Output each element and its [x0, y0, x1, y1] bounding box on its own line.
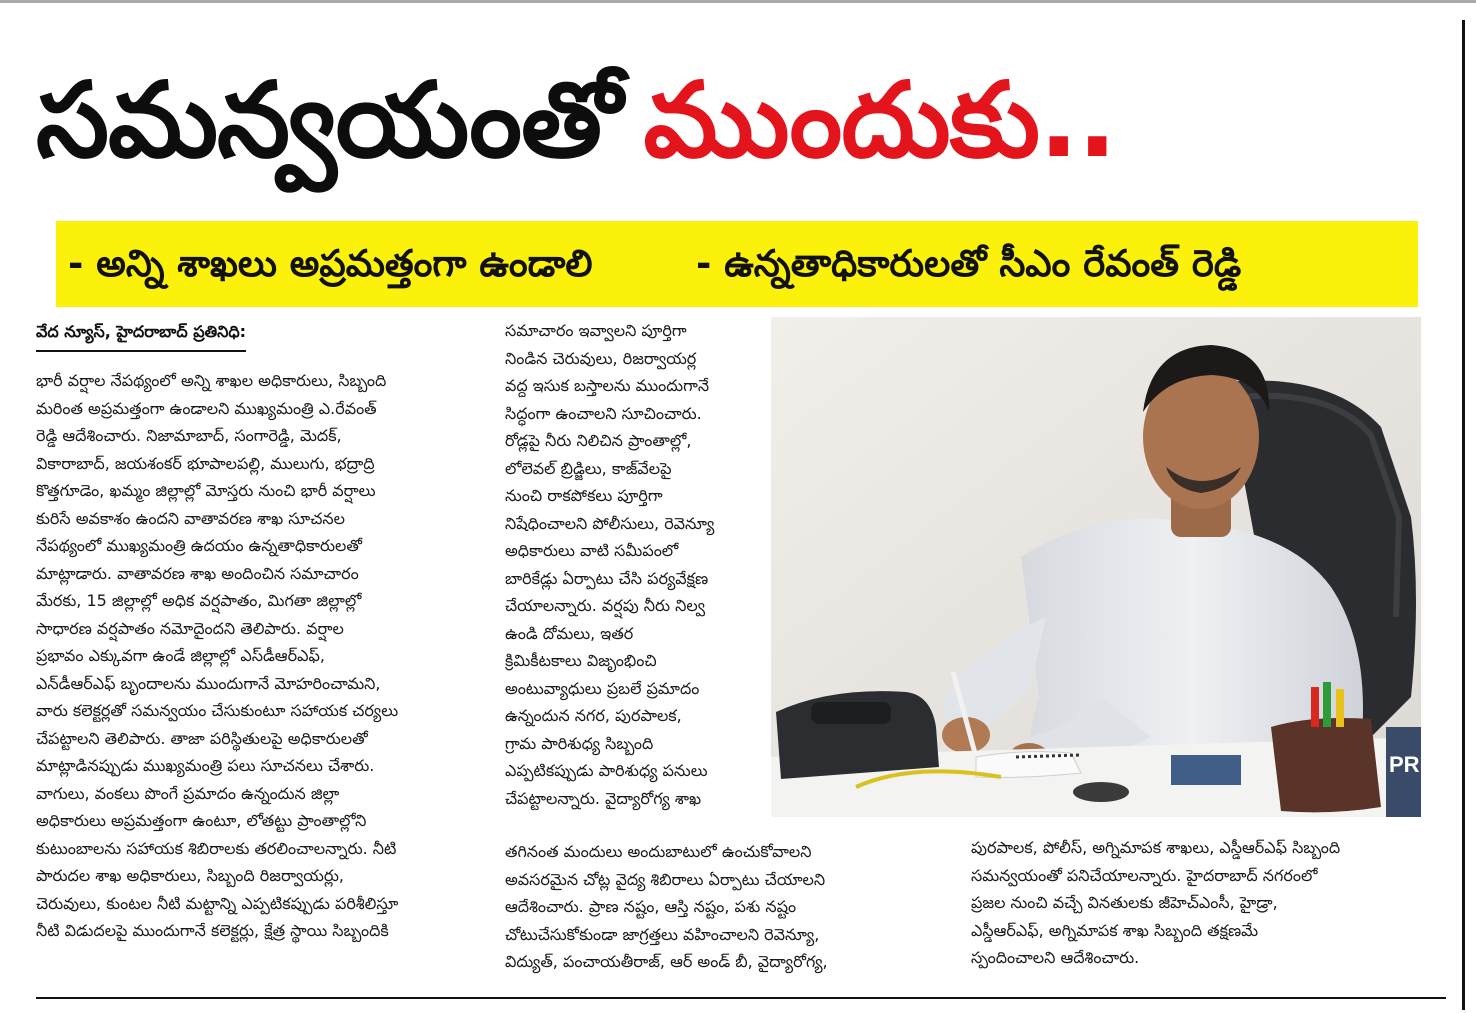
text-line: కుటుంబాలను సహాయక శిబిరాలకు తరలించాలన్నారు. నీటి	[36, 838, 397, 858]
text-line: ఆదేశించారు. ప్రాణ నష్టం, ఆస్తి నష్టం, పశు నష్టం	[505, 897, 797, 916]
dateline: వేద న్యూస్, హైదరాబాద్ ప్రతినిధి:	[36, 322, 246, 352]
article-column-3	[505, 838, 925, 978]
text-line: నుంచి రాకపోకలు పూర్తిగా	[505, 486, 663, 505]
text-line: స్పందించాలని ఆదేశించారు.	[971, 948, 1140, 967]
text-line: నేపథ్యంలో ముఖ్యమంత్రి ఉదయం ఉన్నతాధికారులతో	[36, 536, 362, 555]
column-divider-rule	[1462, 20, 1465, 1010]
text-line: అంటువ్యాధులు ప్రబలే ప్రమాదం	[505, 678, 700, 698]
text-line: అధికారులు అప్రమత్తంగా ఉంటూ, లోతట్టు ప్రాంతాల్లోని	[36, 811, 367, 830]
text-line: ప్రభావం ఎక్కువగా ఉండే జిల్లాల్లో ఎస్‌డీఆర్‌ఎఫ్,	[36, 646, 325, 665]
text-line: వాగులు, వంకలు పొంగే ప్రమాదం ఉన్నందున జిల్లా	[36, 783, 340, 803]
text-line: ఎప్పటికప్పుడు పారిశుధ్య పనులు	[505, 761, 708, 780]
text-line: ఉన్నందున నగర, పురపాలక,	[505, 706, 682, 725]
text-line: మరింత అప్రమత్తంగా ఉండాలని ముఖ్యమంత్రి ఎ.రేవంత్	[36, 398, 377, 418]
text-line: మేరకు, 15 జిల్లాల్లో అధిక వర్షపాతం, మిగతా జిల్లాల్లో	[36, 591, 362, 610]
text-line: అధికారులు వాటి సమీపంలో	[505, 541, 679, 560]
text-line: గ్రామ పారిశుధ్య సిబ్బంది	[505, 733, 654, 753]
text-line: తగినంత మందులు అందుబాటులో ఉంచుకోవాలని	[505, 842, 812, 861]
pen-holder	[1271, 718, 1381, 812]
subheadline-right: - ఉన్నతాధికారులతో సీఎం రేవంత్ రెడ్డి	[696, 242, 1242, 285]
text-line: క్రిమికీటకాలు విజృంభించి	[505, 651, 657, 670]
text-line: పారుదల శాఖ అధికారులు, సిబ్బంది రిజర్వాయర్లు,	[36, 866, 344, 885]
article-column-1	[36, 367, 486, 977]
bottom-rule	[36, 997, 1446, 999]
text-line: మాట్లాడారు. వాతావరణ శాఖ అందించిన సమాచారం	[36, 563, 359, 583]
text-line: సిద్ధంగా ఉంచాలని సూచించారు.	[505, 403, 702, 423]
text-line: విద్యుత్, పంచాయతీరాజ్, ఆర్ అండ్ బీ, వైద్యారోగ్య,	[505, 952, 828, 971]
article-column-2	[505, 317, 767, 861]
sign-board-text: PRE	[1389, 752, 1435, 777]
article-column-4	[971, 834, 1441, 974]
text-line: పురపాలక, పోలీస్, అగ్నిమాపక శాఖలు, ఎస్డీఆర్ఎఫ్ సిబ్బంది	[971, 838, 1341, 857]
text-line: భారీ వర్షాల నేపథ్యంలో అన్ని శాఖల అధికారులు, సిబ్బంది	[36, 371, 387, 390]
subheadline-bar	[56, 221, 1418, 307]
text-line: వికారాబాద్, జయశంకర్ భూపాలపల్లి, ములుగు, భద్రాద్రి	[36, 453, 375, 473]
text-line: సమాచారం ఇవ్వాలని పూర్తిగా	[505, 321, 687, 340]
text-line: నిండిన చెరువులు, రిజర్వాయర్ల	[505, 348, 697, 368]
top-rule	[0, 0, 1476, 3]
text-line: వారు కలెక్టర్లతో సమన్వయం చేసుకుంటూ సహాయక చర్యలు	[36, 701, 399, 720]
text-line: సాధారణ వర్షపాతం నమోదైందని తెలిపారు. వర్షాల	[36, 618, 344, 638]
text-line: ఎస్డీఆర్ఎఫ్, అగ్నిమాపక శాఖ సిబ్బంది తక్షణమే	[971, 920, 1259, 940]
text-line: చెరువులు, కుంటల నీటి మట్టాన్ని ఎప్పటికప్పుడు పరిశీలిస్తూ	[36, 893, 399, 913]
text-line: కురిసే అవకాశం ఉందని వాతావరణ శాఖ సూచనల	[36, 508, 345, 528]
text-line: ప్రజల నుంచి వచ్చే వినతులకు జీహెచ్ఎంసీ, హైడ్రా,	[971, 893, 1278, 912]
text-line: చేయాలన్నారు. వర్షపు నీరు నిల్వ	[505, 596, 706, 615]
text-line: ఎన్‌డీఆర్‌ఎఫ్ బృందాలను ముందుగానే మోహరించామని,	[36, 673, 381, 693]
subheadline-left: - అన్ని శాఖలు అప్రమత్తంగా ఉండాలి	[68, 242, 593, 285]
cm-at-desk-illustration	[771, 317, 1435, 817]
blue-file	[1171, 755, 1241, 785]
text-line: రోడ్లపై నీరు నిలిచిన ప్రాంతాల్లో,	[505, 431, 692, 450]
text-line: రెడ్డి ఆదేశించారు. నిజామాబాద్, సంగారెడ్డి, మెదక్,	[36, 426, 342, 445]
text-line: చేపట్టాలన్నారు. వైద్యారోగ్య శాఖ	[505, 788, 702, 808]
text-line: నీటి విడుదలపై ముందుగానే కలెక్టర్లు, క్షేత్ర స్థాయి సిబ్బందికి	[36, 921, 389, 940]
text-line: చేపట్టాలని తెలిపారు. తాజా పరిస్థితులపై అధికారులతో	[36, 728, 368, 748]
text-line: అవసరమైన చోట్ల వైద్య శిబిరాలు ఏర్పాటు చేయాలని	[505, 869, 826, 889]
article-photo	[771, 317, 1435, 817]
text-line: మాట్లాడినప్పుడు ముఖ్యమంత్రి పలు సూచనలు చేశారు.	[36, 756, 375, 775]
text-line: కొత్తగూడెం, ఖమ్మం జిల్లాల్లో మోస్తరు నుంచి భారీ వర్షాలు	[36, 481, 376, 500]
text-line: లోలెవల్ బ్రిడ్జిలు, కాజ్‌వేలపై	[505, 458, 672, 478]
text-line: చోటుచేసుకోకుండా జాగ్రత్తలు వహించాలని రెవెన్యూ,	[505, 924, 820, 944]
text-line: ఉండి దోమలు, ఇతర	[505, 623, 634, 643]
text-line: నిషేధించాలని పోలీసులు, రెవెన్యూ	[505, 513, 715, 533]
text-line: బారికేడ్లు ఏర్పాటు చేసి పర్యవేక్షణ	[505, 568, 709, 588]
headline-part-black: సమన్వయంతో	[36, 59, 622, 181]
text-line: సమన్వయంతో పనిచేయాలన్నారు. హైదరాబాద్ నగరంలో	[971, 865, 1318, 885]
headline	[36, 50, 1436, 190]
headline-part-red: ముందుకు..	[643, 59, 1116, 181]
text-line: వద్ద ఇసుక బస్తాలను ముందుగానే	[505, 376, 710, 395]
